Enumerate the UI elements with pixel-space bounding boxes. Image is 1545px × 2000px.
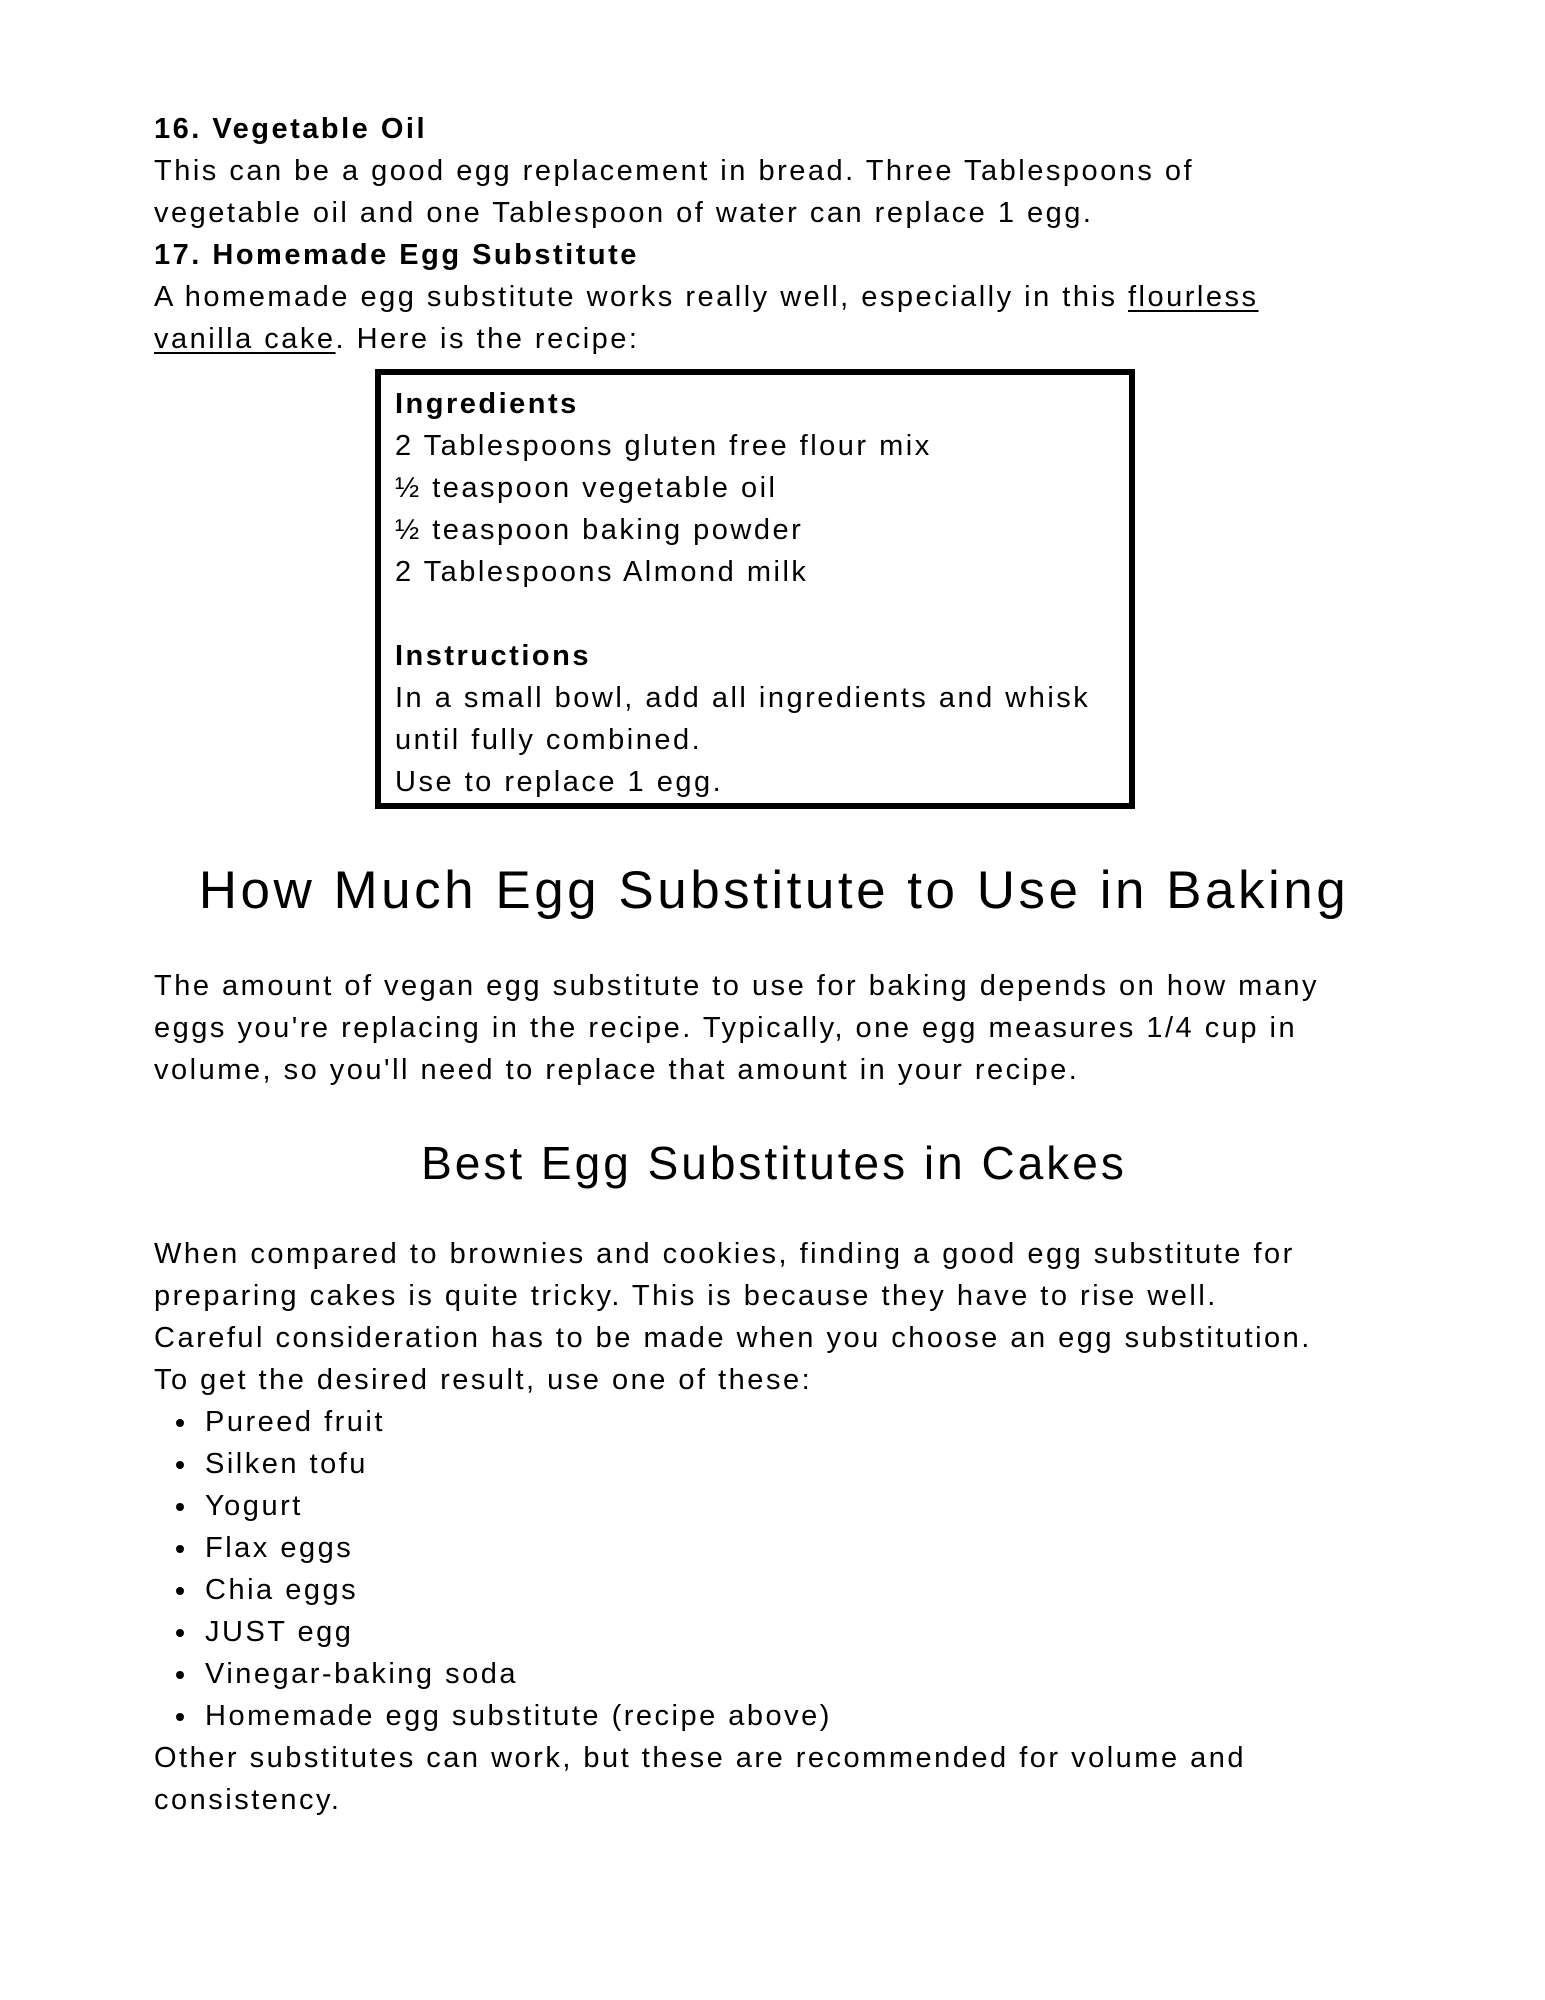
flourless-vanilla-cake-link[interactable]: flourless bbox=[1128, 281, 1259, 313]
list-item-label: Silken tofu bbox=[205, 1448, 368, 1480]
ingredient-item: 2 Tablespoons gluten free flour mix bbox=[395, 430, 932, 462]
list-item bbox=[154, 1401, 1394, 1443]
how-much-text-line: volume, so you'll need to replace that amount in your recipe. bbox=[154, 1054, 1080, 1086]
list-item bbox=[154, 1653, 1394, 1695]
flourless-vanilla-cake-link[interactable]: vanilla cake bbox=[154, 323, 336, 355]
list-item-label: Chia eggs bbox=[205, 1574, 359, 1606]
list-item bbox=[154, 1443, 1394, 1485]
document-page bbox=[154, 108, 1394, 1821]
bullet-icon bbox=[176, 1587, 184, 1595]
best-cakes-intro-line: To get the desired result, use one of these: bbox=[154, 1364, 813, 1396]
list-item-label: Homemade egg substitute (recipe above) bbox=[205, 1700, 832, 1732]
spacer bbox=[154, 921, 1394, 965]
bullet-icon bbox=[176, 1671, 184, 1679]
how-much-text-line: The amount of vegan egg substitute to use for baking depends on how many bbox=[154, 970, 1320, 1002]
ingredients-heading: Ingredients bbox=[395, 388, 579, 420]
best-cakes-outro-line: consistency. bbox=[154, 1784, 342, 1816]
how-much-heading: How Much Egg Substitute to Use in Baking bbox=[198, 861, 1350, 920]
list-item bbox=[154, 1695, 1394, 1737]
best-cakes-heading: Best Egg Substitutes in Cakes bbox=[421, 1137, 1127, 1189]
spacer bbox=[395, 593, 1129, 635]
instruction-line: In a small bowl, add all ingredients and whisk bbox=[395, 682, 1091, 714]
list-item-label: Vinegar-baking soda bbox=[205, 1658, 518, 1690]
section-16-text-line: This can be a good egg replacement in bread. Three Tablespoons of bbox=[154, 155, 1195, 187]
substitutes-list bbox=[154, 1401, 1394, 1737]
list-item bbox=[154, 1527, 1394, 1569]
recipe-box bbox=[375, 369, 1135, 809]
instruction-line: until fully combined. bbox=[395, 724, 703, 756]
how-much-text-line: eggs you're replacing in the recipe. Typically, one egg measures 1/4 cup in bbox=[154, 1012, 1298, 1044]
list-item-label: Flax eggs bbox=[205, 1532, 354, 1564]
ingredient-item: ½ teaspoon baking powder bbox=[395, 514, 804, 546]
section-17-text-line bbox=[154, 318, 1394, 360]
instruction-line: Use to replace 1 egg. bbox=[395, 766, 724, 798]
list-item bbox=[154, 1485, 1394, 1527]
ingredient-item: 2 Tablespoons Almond milk bbox=[395, 556, 809, 588]
best-cakes-intro-line: Careful consideration has to be made when you choose an egg substitution. bbox=[154, 1322, 1312, 1354]
list-item-label: JUST egg bbox=[205, 1616, 354, 1648]
best-cakes-outro-line: Other substitutes can work, but these are recommended for volume and bbox=[154, 1742, 1247, 1774]
ingredient-item: ½ teaspoon vegetable oil bbox=[395, 472, 778, 504]
section-17-text: . Here is the recipe: bbox=[335, 323, 640, 355]
section-17-heading: 17. Homemade Egg Substitute bbox=[154, 239, 639, 271]
section-17-text-line bbox=[154, 276, 1394, 318]
bullet-icon bbox=[176, 1503, 184, 1511]
section-16-heading: 16. Vegetable Oil bbox=[154, 113, 427, 145]
bullet-icon bbox=[176, 1629, 184, 1637]
list-item-label: Yogurt bbox=[205, 1490, 303, 1522]
best-cakes-intro-line: When compared to brownies and cookies, finding a good egg substitute for bbox=[154, 1238, 1295, 1270]
list-item bbox=[154, 1611, 1394, 1653]
instructions-heading: Instructions bbox=[395, 640, 591, 672]
bullet-icon bbox=[176, 1461, 184, 1469]
spacer bbox=[154, 1191, 1394, 1233]
bullet-icon bbox=[176, 1419, 184, 1427]
section-16-text-line: vegetable oil and one Tablespoon of water can replace 1 egg. bbox=[154, 197, 1094, 229]
bullet-icon bbox=[176, 1713, 184, 1721]
best-cakes-intro-line: preparing cakes is quite tricky. This is because they have to rise well. bbox=[154, 1280, 1218, 1312]
bullet-icon bbox=[176, 1545, 184, 1553]
section-17-text: A homemade egg substitute works really well, especially in this bbox=[154, 281, 1128, 313]
list-item-label: Pureed fruit bbox=[205, 1406, 385, 1438]
list-item bbox=[154, 1569, 1394, 1611]
